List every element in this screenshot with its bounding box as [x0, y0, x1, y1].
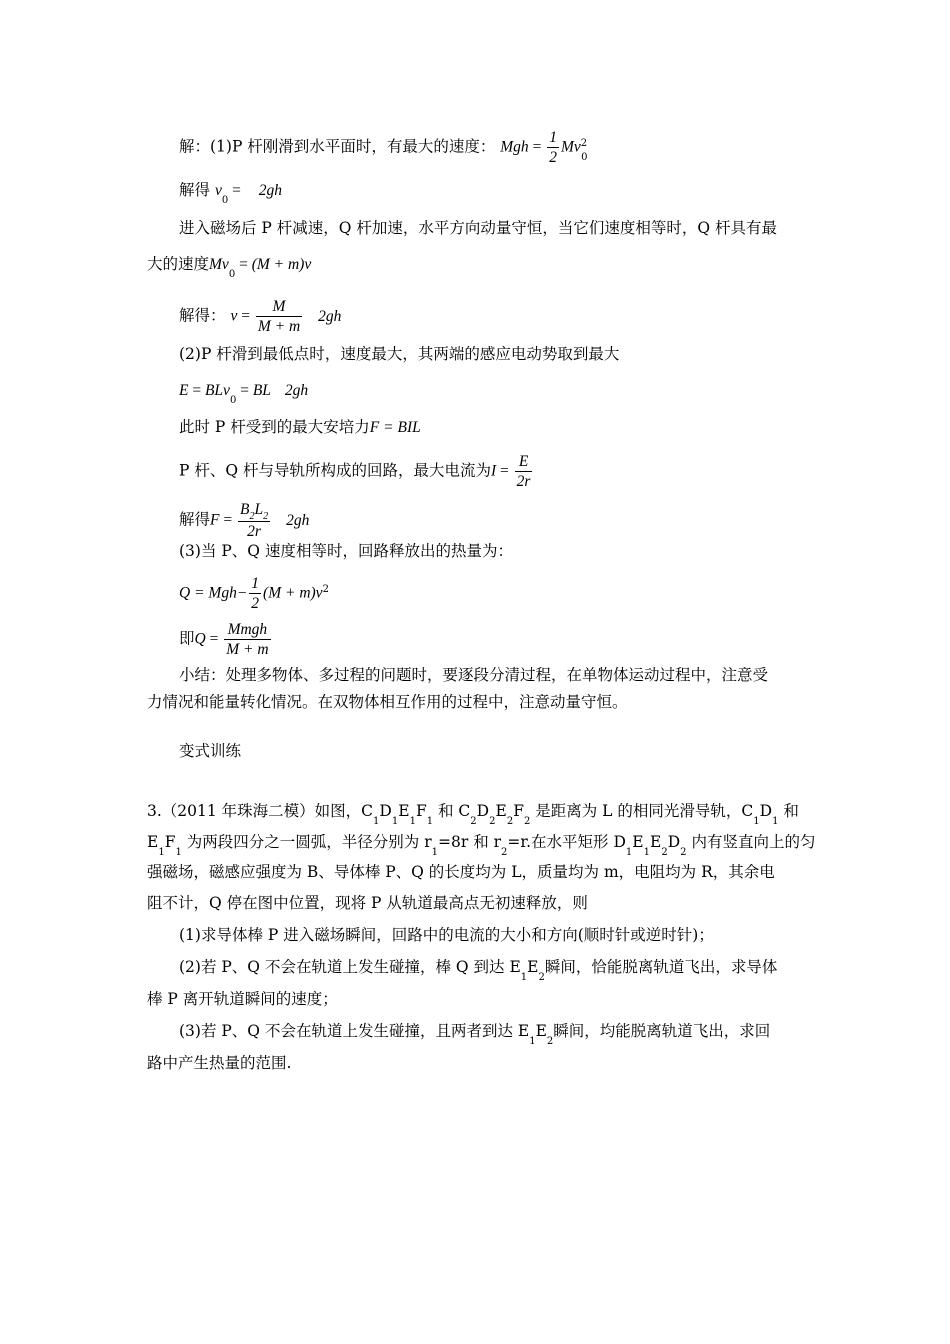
solution-line-11: [179, 541, 513, 561]
question-text: (2)若 P、Q 不会在轨道上发生碰撞，棒 Q 到达: [179, 958, 505, 976]
formula: F = BIL: [369, 419, 421, 436]
formula: 2gh: [286, 511, 310, 529]
formula: Mv: [560, 138, 581, 156]
question-text: 内有竖直向上的匀: [691, 833, 816, 851]
solution-line-12: Q = Mgh− $\frac{1}{2}$ $(M + m)v^2$: [179, 575, 329, 612]
solution-text: 解：(1)P 杆刚滑到水平面时，有最大的速度：: [179, 137, 496, 156]
solution-line-13: 即Q = $\frac{\text{Mmgh}}{M + m}$: [179, 621, 269, 658]
solution-line-7: E = BLv$_0$ = BL 2gh: [179, 382, 309, 406]
solution-text: 解得: [179, 510, 211, 529]
solution-text: 进入磁场后 P 杆减速，Q 杆加速，水平方向动量守恒，当它们速度相等时，Q 杆具有最: [179, 219, 778, 237]
solution-text: 即: [179, 629, 195, 648]
question-3-line-1: 3.（2011 年珠海二模）如图，$C_1D_1E_1F_1$ 和 $C_2D_2E_2F_2$ 是距离为 L 的相同光滑导轨，$C_1D_1$ 和: [147, 802, 799, 827]
fraction: $\frac{E}{2r}$: [516, 453, 531, 490]
formula: Mgh: [500, 138, 529, 156]
solution-line-2: 解得 $v_0 = 2gh$: [179, 181, 282, 206]
question-3-part-1: (1)求导体棒 P 进入磁场瞬间，回路中的电流的大小和方向(顺时针或逆时针)；: [179, 926, 714, 944]
solution-text: 解得: [179, 181, 211, 199]
question-3-part-3: (3)若 P、Q 不会在轨道上发生碰撞，且两者到达 $E_1E_2$瞬间，均能脱离轨道飞出，求回: [179, 1022, 771, 1047]
solution-line-9: P 杆、Q 杆与导轨所构成的回路，最大电流为I = $\frac{E}{2r}$: [179, 453, 531, 490]
question-3-line-3: 强磁场，磁感应强度为 B、导体棒 P、Q 的长度均为 L，质量均为 m，电阻均为 R，其余电: [147, 863, 775, 881]
question-3-line-2: $E_1F_1$ 为两段四分之一圆弧，半径分别为 $r_1=8r$ 和 $r_2=r$.在水平矩形 $D_1E_1E_2D_2$ 内有竖直向上的匀: [147, 833, 816, 858]
question-text: 瞬间，均能脱离轨道飞出，求回: [553, 1022, 771, 1040]
solution-line-5: 解得： v = $\frac{M}{M + m}$ 2gh: [179, 298, 342, 335]
fraction: $\frac{1}{2}$: [251, 575, 260, 612]
solution-line-10: 解得F = $\frac{B_2L_2}{2r}$ 2gh: [179, 501, 310, 540]
question-text: 为两段四分之一圆弧，半径分别为: [186, 833, 420, 851]
formula: Q = Mgh−: [179, 584, 248, 602]
question-text: 瞬间，恰能脱离轨道飞出，求导体: [544, 958, 778, 976]
fraction: $\frac{1}{2}$: [549, 129, 557, 166]
solution-text: (3)当 P、Q 速度相等时，回路释放出的热量为：: [179, 542, 513, 560]
solution-line-8: [179, 417, 421, 438]
question-text: (3)若 P、Q 不会在轨道上发生碰撞，且两者到达: [179, 1022, 513, 1040]
formula: 2gh: [284, 382, 309, 399]
formula: 2gh: [318, 307, 342, 325]
summary-line-1: 小结：处理多物体、多过程的问题时，要逐段分清过程，在单物体运动过程中，注意受: [179, 666, 769, 684]
solution-text: 大的速度: [147, 255, 210, 273]
question-3-part-2: (2)若 P、Q 不会在轨道上发生碰撞，棒 Q 到达 $E_1E_2$瞬间，恰能脱离轨道飞出，求导体: [179, 958, 778, 983]
question-3-part-2-cont: 棒 P 离开轨道瞬间的速度；: [147, 990, 338, 1008]
formula: (M + m)v: [263, 584, 323, 602]
question-text: 在水平矩形: [531, 833, 609, 851]
fraction: $\frac{B_2L_2}{2r}$: [239, 501, 269, 540]
question-text: 3.（2011 年珠海二模）如图，: [147, 802, 362, 820]
solution-line-1: 解：(1)P 杆刚滑到水平面时，有最大的速度： Mgh = $\frac{1}{2}$ $Mv^2_0$: [179, 129, 588, 166]
summary-line-2: 力情况和能量转化情况。在双物体相互作用的过程中，注意动量守恒。: [147, 693, 628, 711]
section-title: 变式训练: [179, 742, 242, 760]
solution-text: P 杆、Q 杆与导轨所构成的回路，最大电流为: [179, 461, 491, 480]
solution-line-4: 大的速度$Mv_0 = (M + m)v$: [147, 255, 312, 280]
solution-line-6: [179, 344, 619, 364]
solution-text: 解得：: [179, 306, 226, 325]
question-3-line-4: 阻不计，Q 停在图中位置，现将 P 从轨道最高点无初速释放，则: [147, 894, 588, 912]
solution-text: (2)P 杆滑到最低点时，速度最大，其两端的感应电动势取到最大: [179, 345, 620, 363]
fraction: $\frac{M}{M + m}$: [257, 298, 301, 335]
solution-line-3: [179, 218, 777, 238]
solution-text: 此时 P 杆受到的最大安培力: [179, 418, 370, 436]
fraction: $\frac{\text{Mmgh}}{M + m}$: [226, 621, 269, 658]
formula: 2gh: [258, 182, 282, 199]
question-3-part-3-cont: 路中产生热量的范围.: [147, 1054, 292, 1072]
